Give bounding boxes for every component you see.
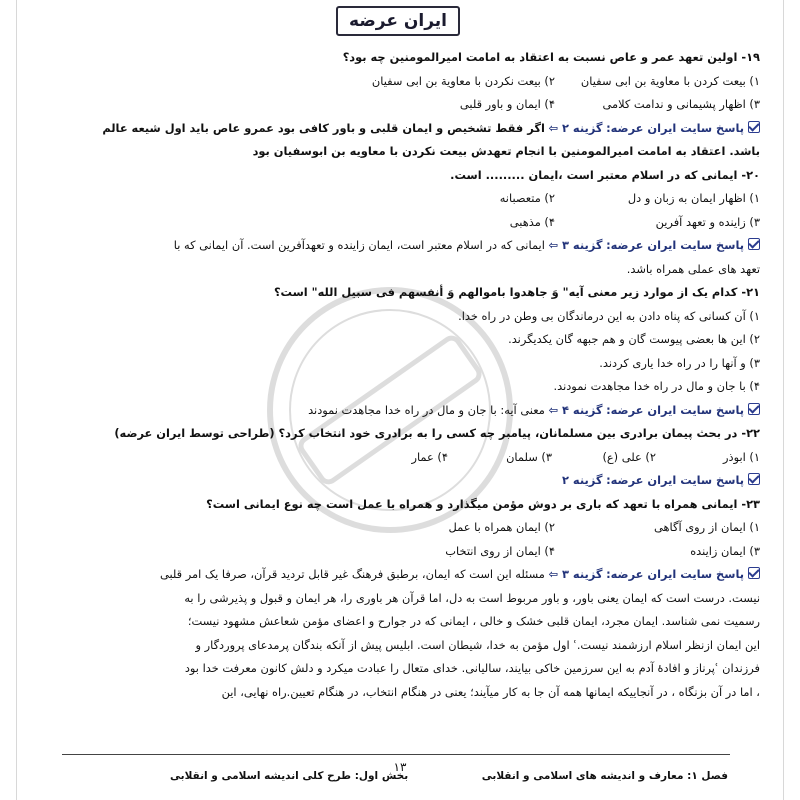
option-4: ۴) عمار bbox=[411, 449, 448, 464]
option-2: ۲) متعصبانه bbox=[499, 191, 555, 205]
options-row bbox=[28, 70, 760, 94]
option-4: ۴) با جان و مال در راه خدا مجاهدت نمودند. bbox=[553, 379, 760, 393]
options-row bbox=[28, 93, 760, 117]
option-1: ۱) آن کسانی که پناه دادن به این درماندگان بی وطن در راه خدا. bbox=[458, 308, 760, 323]
answer-text: معنی آیه: با جان و مال در راه خدا مجاهدت نمودند bbox=[308, 402, 545, 417]
option-3: ۳) زاینده و تعهد آفرین bbox=[655, 214, 760, 229]
answer-19 bbox=[28, 117, 760, 141]
question-23: ۲۳- ایمانی همراه با تعهد که باری بر دوش مؤمن میگذارد و همراه با عمل است چه نوع ایمانی است؟ bbox=[206, 496, 760, 511]
checkbox-icon bbox=[748, 403, 760, 415]
option-4: ۴) ایمان و باور قلبی bbox=[459, 97, 555, 111]
checkbox-icon bbox=[748, 567, 760, 579]
site-logo bbox=[336, 6, 460, 36]
options-row bbox=[28, 540, 760, 564]
question-20: ۲۰- ایمانی که در اسلام معتبر است ،ایمان ......... است. bbox=[450, 167, 760, 182]
site-logo-text: ایران عرضه bbox=[349, 11, 447, 31]
option-2: ۲) ایمان همراه با عمل bbox=[448, 520, 555, 534]
option-4: ۴) مذهبی bbox=[509, 214, 555, 229]
checkbox-icon bbox=[748, 121, 760, 133]
option-1: ۱) اظهار ایمان به زبان و دل bbox=[627, 191, 760, 205]
answer-text: فرزندان ʿپرناز و افادهٔ آدم به این سرزمین خاکی بیایند، سالیانی. خدای متعال را عبادت میکرد و دلش کانون معرفت خدا بود bbox=[184, 661, 760, 675]
answer-choice: گزینه ۲ bbox=[562, 473, 603, 487]
option-2: ۲) این ها بعضی پیوست گان و هم جبهه گان یکدیگرند. bbox=[508, 332, 760, 346]
answer-text: مسئله این است که ایمان، برطبق فرهنگ غیر قابل تردید قرآن، صرفا یک امر قلبی bbox=[159, 567, 545, 581]
answer-label: پاسخ سایت ایران عرضه: bbox=[606, 120, 744, 135]
answer-label: پاسخ سایت ایران عرضه: bbox=[606, 238, 744, 252]
answer-label: پاسخ سایت ایران عرضه: bbox=[606, 567, 744, 581]
option-1: ۱) بیعت کردن با معاویة بن ابی سفیان bbox=[580, 73, 760, 88]
answer-text: باشد. اعتقاد به امامت امیرالمومنین با انجام تعهدش بیعت نکردن با معاویه بن ابوسفیان بود bbox=[252, 144, 760, 158]
answer-text: این ایمان ازنظر اسلام ارزشمند نیست.ʿ اول مؤمن به خدا، شیطان است. ابلیس پیش از آنکه بندگان پرمدعای پروردگار و bbox=[195, 637, 760, 652]
answer-text: اگر فقط تشخیص و ایمان قلبی و باور کافی بود عمرو عاص باید اول شیعه عالم bbox=[102, 120, 545, 135]
option-3: ۳) ایمان زاینده bbox=[690, 543, 760, 558]
answer-23 bbox=[28, 563, 760, 587]
answer-text: نیست. درست است که ایمان یعنی باور، و باور مربوط است به دل، اما قرآن هر باوری را، هر ایمان و قبول و پذیرشی را به bbox=[184, 590, 760, 605]
options-row bbox=[28, 187, 760, 211]
footer-chapter: فصل ۱: معارف و اندیشه های اسلامی و انقلابی bbox=[481, 770, 728, 782]
page-edge-left bbox=[16, 0, 17, 800]
page-number: ۱۳ bbox=[393, 760, 407, 774]
option-3: ۳) سلمان bbox=[506, 449, 552, 464]
answer-choice: گزینه ۴ ⇦ bbox=[548, 402, 603, 417]
answer-choice: گزینه ۲ ⇦ bbox=[548, 120, 603, 135]
questions-content bbox=[28, 46, 760, 704]
options-row bbox=[28, 516, 760, 540]
question-21: ۲۱- کدام یک از موارد زیر معنی آیه" وَ جاهدوا باموالهم وَ أنفسهم فی سبیل الله" است؟ bbox=[273, 285, 760, 299]
option-3: ۳) اظهار پشیمانی و ندامت کلامی bbox=[602, 97, 760, 111]
answer-text: رسمیت نمی شناسد. ایمان مجرد، ایمان قلبی خشک و خالی ، ایمانی که در جوارح و اعضای مؤمن شعاعش مشهود نیست؛ bbox=[187, 614, 760, 628]
answer-22 bbox=[28, 469, 760, 493]
answer-21 bbox=[28, 399, 760, 423]
answer-text: ایمانی که در اسلام معتبر است، ایمان زاینده و تعهدآفرین است. آن ایمانی که با bbox=[173, 238, 545, 252]
option-3: ۳) و آنها را در راه خدا یاری کردند. bbox=[599, 355, 760, 370]
answer-label: پاسخ سایت ایران عرضه: bbox=[606, 473, 744, 487]
question-22: ۲۲- در بحث پیمان برادری بین مسلمانان، پیامبر چه کسی را به برادری خود انتخاب کرد؟ (طراحی توسط ایران عرضه) bbox=[114, 426, 760, 440]
answer-20 bbox=[28, 234, 760, 258]
checkbox-icon bbox=[748, 473, 760, 485]
checkbox-icon bbox=[748, 238, 760, 250]
footer-divider bbox=[62, 754, 730, 755]
options-row bbox=[28, 211, 760, 235]
option-4: ۴) ایمان از روی انتخاب bbox=[445, 543, 555, 558]
answer-text: ، اما در آن بزنگاه ، در آنجاییکه ایمانها همه آن جا به کار میآیند؛ یعنی در هنگام انتخاب، در هنگام تعیین.راه نهایی، این bbox=[221, 684, 760, 699]
answer-text: تعهد های عملی همراه باشد. bbox=[626, 261, 760, 276]
option-2: ۲) بیعت نکردن با معاویة بن ابی سفیان bbox=[371, 73, 555, 88]
option-2: ۲) علی (ع) bbox=[602, 449, 656, 464]
answer-choice: گزینه ۳ ⇦ bbox=[548, 238, 603, 252]
option-1: ۱) ابوذر bbox=[723, 449, 760, 464]
question-19: ۱۹- اولین تعهد عمر و عاص نسبت به اعتقاد به امامت امیرالمومنین چه بود؟ bbox=[342, 50, 760, 64]
options-row bbox=[28, 446, 760, 470]
answer-label: پاسخ سایت ایران عرضه: bbox=[606, 402, 744, 417]
footer-section: بخش اول: طرح کلی اندیشه اسلامی و انقلابی bbox=[170, 770, 409, 782]
page-edge-right bbox=[783, 0, 784, 800]
option-1: ۱) ایمان از روی آگاهی bbox=[654, 520, 760, 534]
answer-choice: گزینه ۳ ⇦ bbox=[548, 567, 603, 581]
